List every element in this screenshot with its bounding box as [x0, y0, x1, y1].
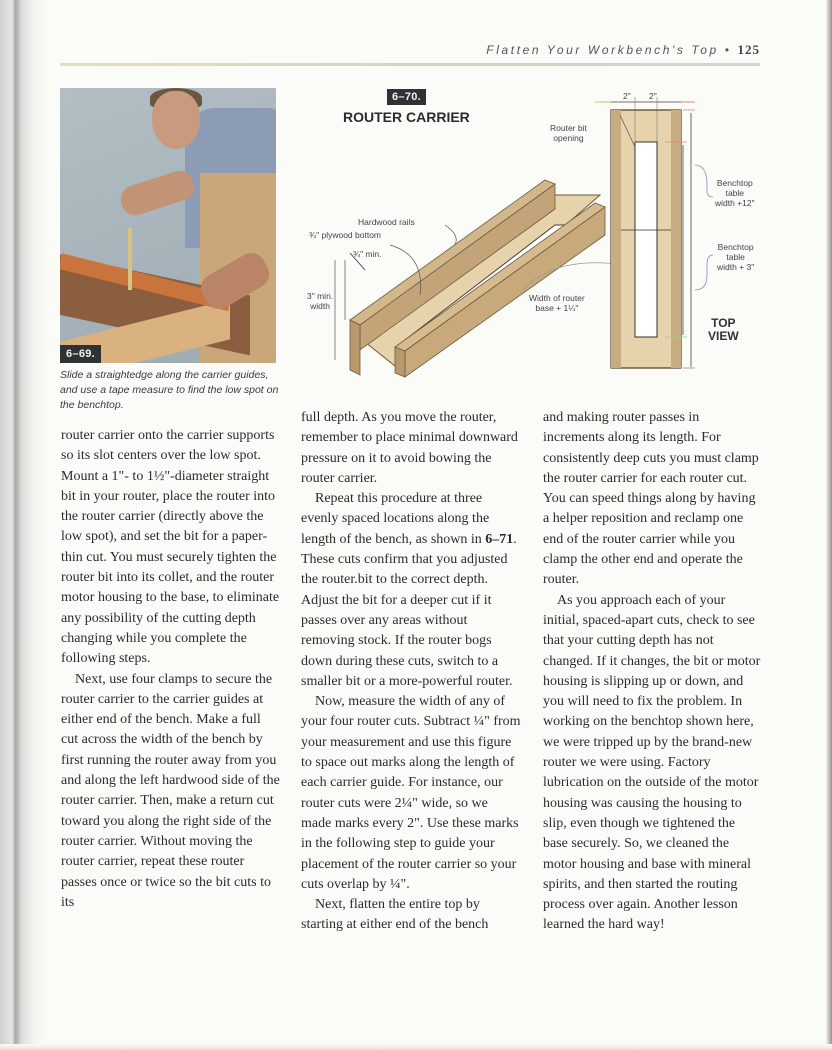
- paragraph: As you approach each of your initial, spaced-apart cuts, check to see that your cutting depth has not changed. If it changes, the bit or motor housing is slipping up or down, and you will need to fix the problem. In working on the benchtop shown here, we were tripped up by the brand-new router we were using. Factory lubrication on the outside of the motor housing was causing the housing to slip, even though we tightened the base securely. So, we cleaned the motor housing and base with mineral spirits, and then started the routing process over again. Another lesson learned the hard way!: [543, 592, 761, 933]
- label-top-view: [708, 317, 739, 343]
- paragraph-text: . These cuts confirm that you adjusted the router.bit to the correct depth. Adjust the bit for a deeper cut if it passes over any areas without removing stock. If the router bogs down during these cuts, switch to a smaller bit or a more-powerful router.: [301, 531, 517, 689]
- label-min-thickness: ¾" min.: [353, 249, 382, 259]
- figure-caption-6-69: Slide a straightedge along the carrier guides, and use a tape measure to find the low spot on the benchtop.: [60, 369, 279, 411]
- diagram-router-carrier: [295, 85, 765, 385]
- label-min-width: [307, 291, 333, 311]
- label-router-base-width: [529, 293, 585, 313]
- text-column-1: [61, 426, 281, 913]
- label-hardwood-rails: Hardwood rails: [358, 217, 415, 227]
- paragraph: and making router passes in increments along its length. For consistently deep cuts you must clamp the router carrier for each router cut. You can speed things along by having a helper reposition and reclamp one end of the router carrier while you clamp the other end and operate the router.: [543, 410, 759, 588]
- paragraph: [301, 489, 521, 692]
- label-router-base-line1: Width of router: [529, 293, 585, 303]
- paragraph-text: Repeat this procedure at three evenly spaced locations along the length of the bench, as shown in: [301, 491, 490, 547]
- page-number: 125: [737, 42, 760, 57]
- running-head: [420, 42, 760, 58]
- text-column-2: [301, 408, 521, 936]
- running-head-title: Flatten Your Workbench's Top: [486, 43, 719, 57]
- running-head-bullet: •: [724, 43, 732, 57]
- label-length-outer-line2: table: [725, 188, 745, 198]
- label-length-outer: [715, 178, 755, 208]
- label-dim-left: 2": [623, 91, 631, 101]
- label-length-inner: [717, 242, 754, 272]
- page-edge-bottom: [0, 1044, 832, 1050]
- label-router-bit-opening-line1: Router bit: [550, 123, 587, 133]
- paragraph: router carrier onto the carrier supports so its slot centers over the low spot. Mount a 1"- to 1½"-diameter straight bit in your router, place the router into the router carrier (directly above the low spot), and set the bit for a paper-thin cut. You must securely tighten the router bit into its collet, and the router motor housing to the base, to eliminate any possibility of the cutting depth changing while you complete the following steps.: [61, 428, 280, 667]
- photo-person-head: [152, 91, 200, 149]
- label-min-width-line2: width: [310, 301, 330, 311]
- header-rule: [60, 63, 760, 66]
- text-column-3: [543, 408, 763, 936]
- book-gutter-shadow: [0, 0, 48, 1050]
- label-router-base-line2: base + 1¼": [535, 303, 579, 313]
- label-router-bit-opening-line2: opening: [553, 133, 584, 143]
- label-length-inner-line3: width + 3": [717, 262, 755, 272]
- paragraph: Next, use four clamps to secure the router carrier to the carrier guides at either end of the bench. Make a full cut across the width of the bench by first running the router away from you and along the left hardwood side of the router carrier. Then, make a return cut toward you along the right side of the router carrier. Without moving the router carrier, repeat these router passes once or twice so the bit cuts to its: [61, 671, 280, 910]
- label-length-outer-line1: Benchtop: [716, 178, 753, 188]
- photo-tape-measure: [128, 228, 132, 290]
- label-top-view-line1: TOP: [711, 316, 736, 330]
- paragraph: Next, flatten the entire top by starting at either end of the bench: [301, 897, 489, 933]
- label-min-width-line1: 3" min.: [307, 291, 334, 301]
- label-length-outer-line3: width +12": [715, 198, 755, 208]
- label-length-inner-line2: table: [726, 252, 745, 262]
- label-plywood-bottom: ¾" plywood bottom: [309, 230, 382, 240]
- figure-reference-6-71: 6–71: [485, 531, 514, 547]
- diagram-title: ROUTER CARRIER: [343, 109, 470, 125]
- label-dim-right: 2": [649, 91, 657, 101]
- paragraph: Now, measure the width of any of your four router cuts. Subtract ¼" from your measurement and use this figure to space out marks along the length of each carrier guide. For instance, our router cuts were 2¼" wide, so we made marks every 2". Use these marks in the following step to guide your placement of the router carrier so your cuts overlap by ¼".: [301, 694, 521, 892]
- figure-badge-6-70: 6–70.: [387, 89, 426, 105]
- label-length-inner-line1: Benchtop: [717, 242, 754, 252]
- paragraph: full depth. As you move the router, remember to place minimal downward pressure on it to avoid bowing the router carrier.: [301, 410, 518, 486]
- page-edge-right: [826, 0, 832, 1050]
- label-router-bit-opening: [550, 123, 587, 143]
- label-top-view-line2: VIEW: [708, 329, 739, 343]
- figure-badge-6-69: 6–69.: [60, 345, 101, 363]
- photo-figure-6-69: [60, 88, 276, 363]
